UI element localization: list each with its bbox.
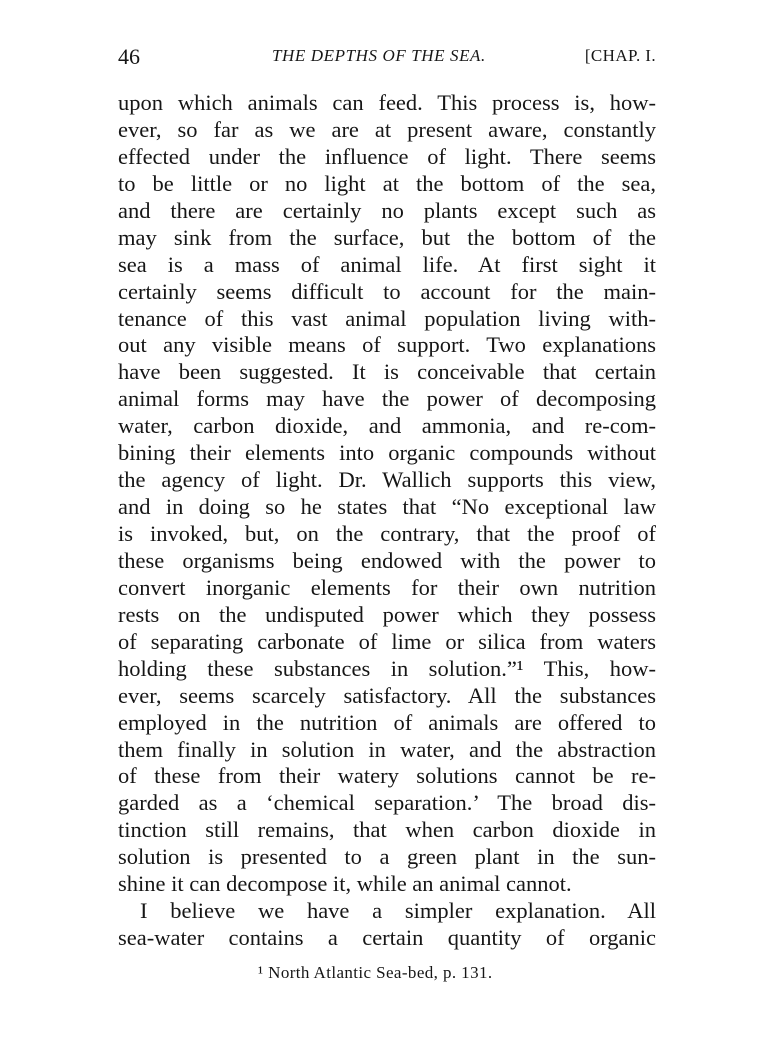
- text-line: these organisms being endowed with the power to: [118, 547, 656, 573]
- running-title: THE DEPTHS OF THE SEA.: [272, 46, 486, 65]
- text-line: ever, seems scarcely satisfactory. All the substances: [118, 682, 656, 708]
- text-line: effected under the influence of light. There seems: [118, 143, 656, 169]
- text-line: tenance of this vast animal population living with-: [118, 305, 656, 331]
- text-line: shine it can decompose it, while an animal cannot.: [118, 871, 572, 897]
- text-line: of separating carbonate of lime or silica from waters: [118, 628, 656, 654]
- text-line: tinction still remains, that when carbon dioxide in: [118, 817, 656, 843]
- text-line: upon which animals can feed. This process is, how-: [118, 90, 656, 115]
- page-number: 46: [118, 44, 140, 69]
- text-line: to be little or no light at the bottom of the sea,: [118, 170, 656, 196]
- text-line: garded as a ‘chemical separation.’ The broad dis-: [118, 790, 656, 816]
- text-line: water, carbon dioxide, and ammonia, and re-com-: [118, 413, 656, 439]
- text-line: have been suggested. It is conceivable that certain: [118, 359, 656, 385]
- text-line: employed in the nutrition of animals are offered to: [118, 709, 656, 735]
- text-line: out any visible means of support. Two explanations: [118, 332, 656, 358]
- text-line: and in doing so he states that “No exceptional law: [118, 494, 656, 520]
- paragraph-first-line: I believe we have a simpler explanation. All: [140, 898, 656, 924]
- text-line: solution is presented to a green plant in the sun-: [118, 844, 656, 870]
- body-text: [118, 90, 656, 952]
- text-line: them finally in solution in water, and the abstraction: [118, 736, 656, 762]
- text-line: certainly seems difficult to account for the main-: [118, 278, 656, 304]
- footnote: ¹ North Atlantic Sea-bed, p. 131.: [258, 963, 493, 982]
- text-line: convert inorganic elements for their own nutrition: [118, 574, 656, 600]
- text-line: is invoked, but, on the contrary, that the proof of: [118, 521, 656, 546]
- text-line: may sink from the surface, but the bottom of the: [118, 224, 656, 250]
- text-line: animal forms may have the power of decomposing: [118, 386, 656, 412]
- text-line: the agency of light. Dr. Wallich supports this view,: [118, 467, 656, 493]
- text-line: and there are certainly no plants except such as: [118, 197, 656, 223]
- text-line: ever, so far as we are at present aware, constantly: [118, 116, 656, 142]
- text-line: bining their elements into organic compounds without: [118, 440, 656, 466]
- text-line: sea is a mass of animal life. At first sight it: [118, 251, 656, 277]
- text-line: rests on the undisputed power which they possess: [118, 601, 656, 627]
- text-line: holding these substances in solution.”¹ This, how-: [118, 655, 656, 681]
- text-line: of these from their watery solutions cannot be re-: [118, 763, 656, 789]
- chapter-reference: [CHAP. I.: [584, 46, 656, 65]
- page-header: [118, 44, 656, 72]
- text-line: sea-water contains a certain quantity of organic: [118, 925, 656, 951]
